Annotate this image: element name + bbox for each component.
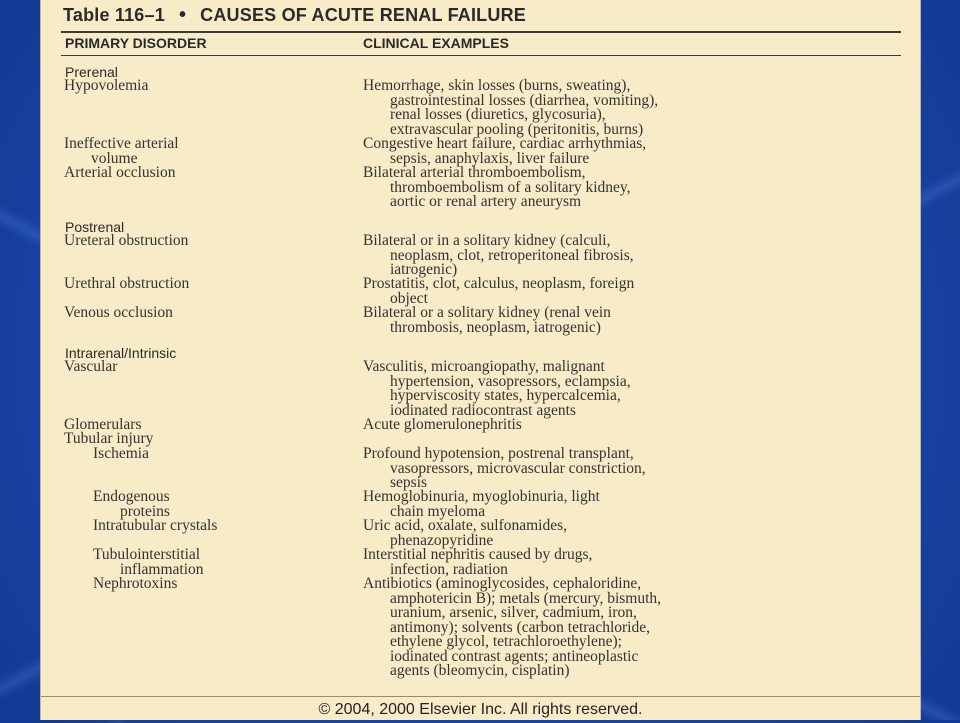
- example-line: agents (bleomycin, cisplatin): [390, 662, 570, 679]
- example-line: vasopressors, microvascular constriction,: [390, 459, 646, 477]
- example-line: chain myeloma: [390, 502, 486, 520]
- example-line: Congestive heart failure, cardiac arrhythmias,: [363, 135, 647, 152]
- example-line: extravascular pooling (peritonitis, burns): [390, 120, 644, 138]
- examples-cell: [363, 490, 908, 519]
- cause-line: Intratubular crystals: [93, 517, 218, 534]
- example-line: phenazopyridine: [390, 531, 494, 549]
- example-line: Uric acid, oxalate, sulfonamides,: [363, 517, 568, 534]
- example-line: iodinated radiocontrast agents: [390, 401, 576, 419]
- examples-cell: [363, 447, 908, 491]
- example-line: ethylene glycol, tetrachloroethylene);: [390, 633, 622, 650]
- section-intrarenal: Intrarenal/Intrinsic: [65, 345, 177, 361]
- examples-cell: [363, 137, 908, 166]
- cause-cell: [93, 548, 383, 577]
- section-prerenal: Prerenal: [65, 64, 118, 80]
- cause-line: Nephrotoxins: [93, 575, 178, 592]
- examples-cell: [363, 360, 908, 418]
- section-postrenal: Postrenal: [65, 219, 125, 235]
- cause-line: Ureteral obstruction: [64, 232, 189, 249]
- example-line: sepsis: [390, 474, 428, 491]
- example-line: infection, radiation: [390, 560, 508, 578]
- example-line: thromboembolism of a solitary kidney,: [390, 178, 631, 196]
- example-line: antimony); solvents (carbon tetrachloride,: [390, 618, 650, 636]
- header-rule: [61, 55, 901, 56]
- cause-cell: [93, 447, 383, 462]
- example-line: Hemorrhage, skin losses (burns, sweating),: [363, 77, 631, 94]
- cause-cell: [64, 79, 354, 94]
- column-header-examples: CLINICAL EXAMPLES: [363, 35, 509, 51]
- examples-cell: [363, 418, 908, 433]
- cause-line: Arterial occlusion: [64, 164, 176, 181]
- example-line: object: [390, 289, 428, 307]
- cause-line: Ineffective arterial: [64, 135, 179, 152]
- examples-cell: [363, 548, 908, 577]
- examples-cell: [363, 79, 908, 137]
- cause-cell: [64, 137, 354, 166]
- cause-line: Urethral obstruction: [64, 275, 190, 292]
- example-line: iodinated contrast agents; antineoplastic: [390, 647, 639, 665]
- example-line: Bilateral or a solitary kidney (renal vein: [363, 304, 611, 321]
- cause-line: Tubulointerstitial: [93, 546, 201, 563]
- title-rule: [61, 31, 901, 33]
- example-line: neoplasm, clot, retroperitoneal fibrosis,: [390, 246, 634, 264]
- copyright-footer: © 2004, 2000 Elsevier Inc. All rights reserved.: [41, 696, 920, 721]
- example-line: Interstitial nephritis caused by drugs,: [363, 546, 593, 563]
- cause-line: volume: [91, 149, 138, 167]
- cause-cell: [93, 519, 383, 534]
- cause-cell: [64, 277, 354, 292]
- example-line: Prostatitis, clot, calculus, neoplasm, foreign: [363, 275, 635, 292]
- cause-line: Endogenous: [93, 488, 170, 505]
- example-line: Bilateral arterial thromboembolism,: [363, 164, 586, 181]
- column-header-disorder: PRIMARY DISORDER: [65, 35, 207, 51]
- table-title-bar: [59, 0, 904, 30]
- example-line: thrombosis, neoplasm, iatrogenic): [390, 318, 601, 336]
- cause-cell: [64, 166, 354, 181]
- cause-line: inflammation: [120, 560, 204, 578]
- example-line: renal losses (diuretics, glycosuria),: [390, 106, 606, 123]
- example-line: aortic or renal artery aneurysm: [390, 193, 582, 210]
- example-line: Hemoglobinuria, myoglobinuria, light: [363, 488, 600, 505]
- cause-line: Tubular injury: [64, 430, 154, 447]
- cause-line: Hypovolemia: [64, 77, 149, 94]
- examples-cell: [363, 306, 908, 335]
- example-line: hyperviscosity states, hypercalcemia,: [390, 387, 621, 404]
- table-title: CAUSES OF ACUTE RENAL FAILURE: [200, 4, 526, 25]
- cause-line: Ischemia: [93, 445, 149, 462]
- cause-cell: [64, 306, 354, 321]
- cause-line: Glomerulars: [64, 416, 142, 433]
- example-line: Profound hypotension, postrenal transplant,: [363, 445, 634, 462]
- cause-cell: [93, 490, 383, 519]
- example-line: gastrointestinal losses (diarrhea, vomiting),: [390, 91, 659, 109]
- examples-cell: [363, 577, 908, 679]
- example-line: iatrogenic): [390, 261, 458, 278]
- example-line: amphotericin B); metals (mercury, bismuth,: [390, 589, 662, 607]
- example-line: Acute glomerulonephritis: [363, 416, 522, 433]
- example-line: Antibiotics (aminoglycosides, cephaloridine,: [363, 575, 642, 592]
- examples-cell: [363, 277, 908, 306]
- example-line: Bilateral or in a solitary kidney (calculi,: [363, 232, 611, 249]
- table-number: Table 116–1: [63, 4, 165, 25]
- example-line: uranium, arsenic, silver, cadmium, iron,: [390, 604, 637, 621]
- cause-line: Venous occlusion: [64, 304, 173, 321]
- example-line: hypertension, vasopressors, eclampsia,: [390, 372, 631, 390]
- title-separator: •: [178, 3, 187, 26]
- cause-cell: [64, 360, 354, 375]
- cause-cell: [64, 234, 354, 249]
- cause-cell: [93, 577, 383, 592]
- example-line: Vasculitis, microangiopathy, malignant: [363, 358, 605, 375]
- examples-cell: [363, 166, 908, 210]
- example-line: sepsis, anaphylaxis, liver failure: [390, 149, 590, 167]
- cause-line: Vascular: [64, 358, 118, 375]
- examples-cell: [363, 519, 908, 548]
- cause-line: proteins: [120, 502, 170, 520]
- table-panel: [40, 0, 921, 720]
- examples-cell: [363, 234, 908, 278]
